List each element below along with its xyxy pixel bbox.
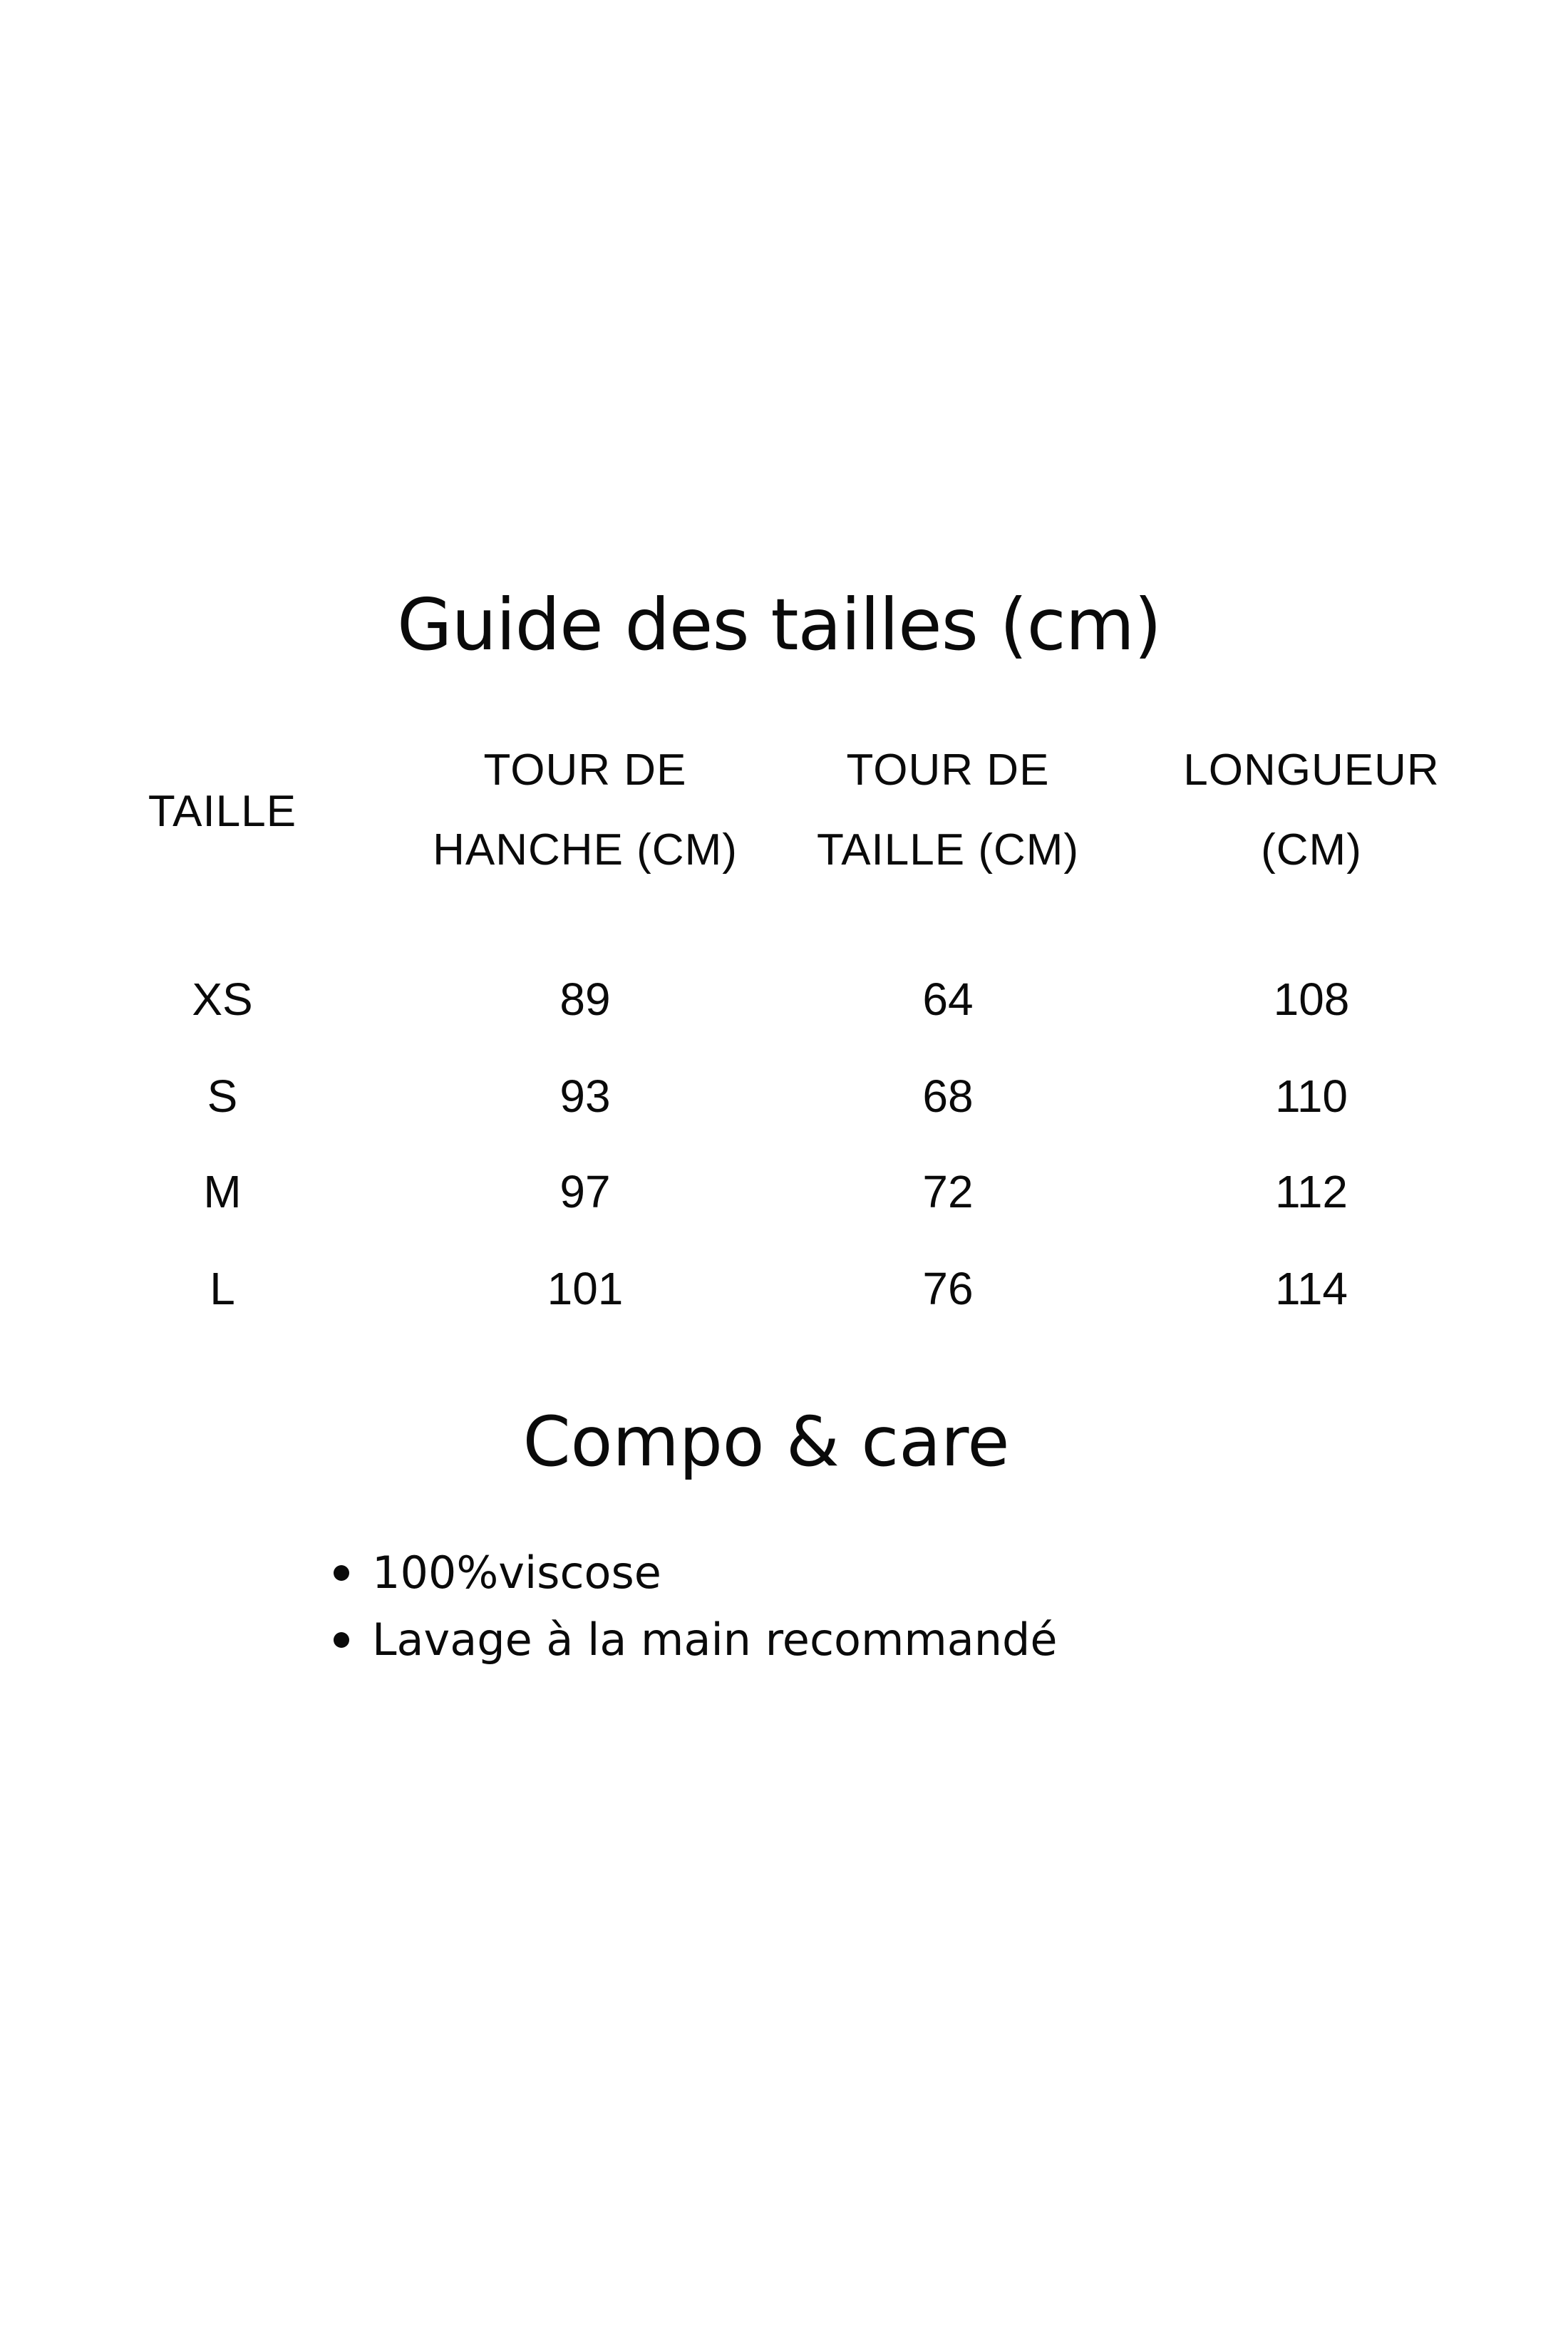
cell-length: 112 bbox=[1274, 1166, 1348, 1217]
cell-size: M bbox=[203, 1166, 242, 1217]
cell-hip: 89 bbox=[559, 974, 611, 1025]
list-item bbox=[334, 1606, 1058, 1673]
size-guide-title: Guide des tailles (cm) bbox=[397, 583, 1161, 666]
cell-size: XS bbox=[192, 974, 253, 1025]
cell-waist: 72 bbox=[922, 1166, 974, 1217]
cell-waist: 64 bbox=[922, 974, 974, 1025]
cell-waist: 68 bbox=[922, 1071, 974, 1122]
cell-hip: 93 bbox=[559, 1071, 611, 1122]
header-tour-de-taille: TOUR DE TAILLE (CM) bbox=[816, 746, 1080, 875]
cell-length: 108 bbox=[1273, 974, 1350, 1025]
cell-waist: 76 bbox=[922, 1263, 974, 1314]
compo-care-title: Compo & care bbox=[522, 1402, 1010, 1482]
care-item-text: 100%viscose bbox=[372, 1547, 661, 1599]
header-tour-de-hanche: TOUR DE HANCHE (CM) bbox=[433, 746, 738, 875]
cell-size: L bbox=[210, 1263, 235, 1314]
header-longueur: LONGUEUR (CM) bbox=[1183, 746, 1440, 875]
cell-length: 110 bbox=[1274, 1071, 1348, 1122]
bullet-icon bbox=[334, 1565, 349, 1581]
bullet-icon bbox=[334, 1632, 349, 1648]
cell-hip: 97 bbox=[559, 1166, 611, 1217]
list-item bbox=[334, 1539, 1058, 1606]
cell-hip: 101 bbox=[547, 1263, 624, 1314]
care-list bbox=[334, 1539, 1058, 1673]
cell-length: 114 bbox=[1274, 1263, 1348, 1314]
cell-size: S bbox=[207, 1071, 238, 1122]
header-taille: TAILLE bbox=[148, 787, 297, 836]
care-item-text: Lavage à la main recommandé bbox=[372, 1614, 1058, 1666]
